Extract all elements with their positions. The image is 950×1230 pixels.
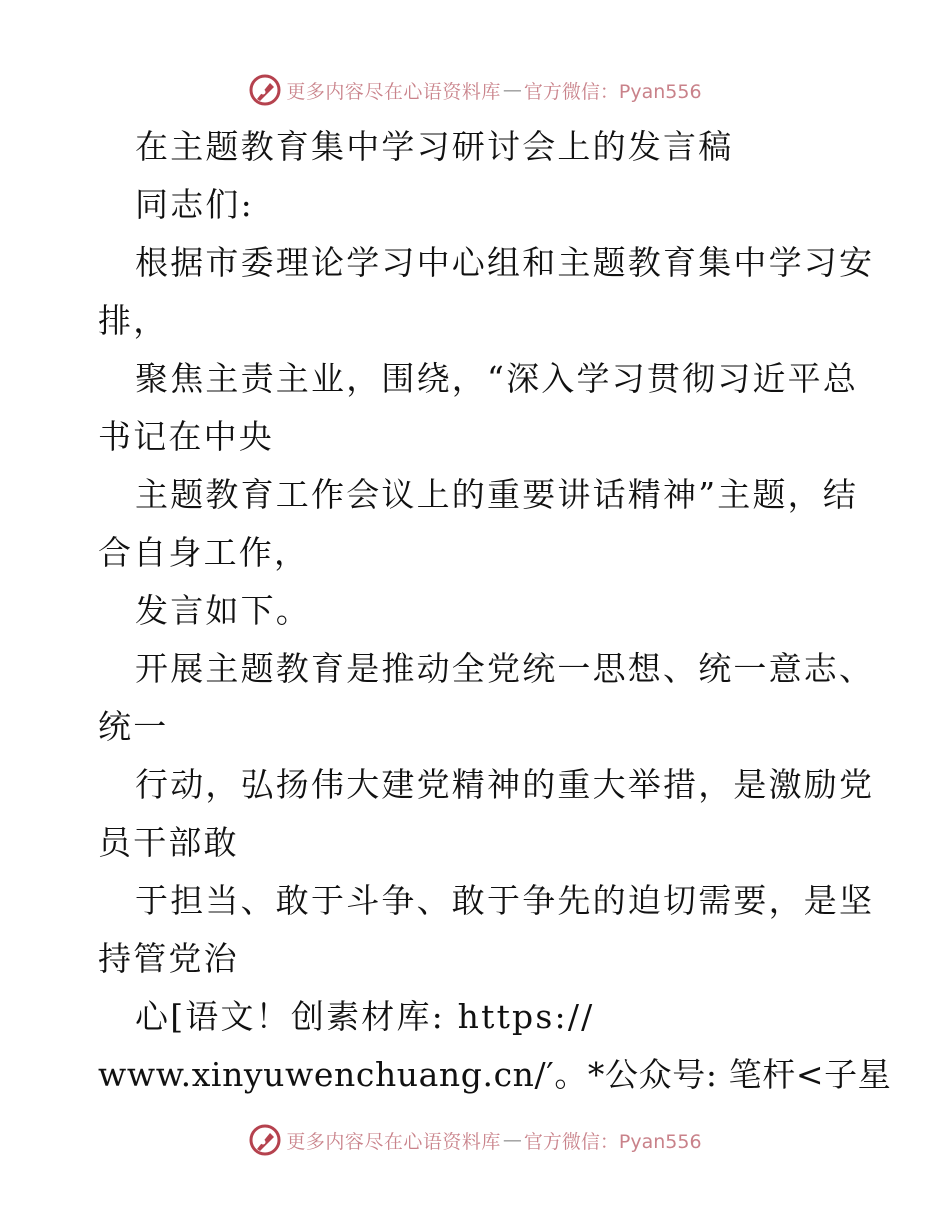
banner-wechat: 官方微信：Pyan556 (523, 1130, 702, 1153)
text-line: 合自身工作， (98, 533, 310, 572)
text-line: 心[语文！创素材库: https:// (135, 997, 595, 1036)
text-line: 发言如下。 (135, 591, 311, 630)
text-line: 聚焦主责主业，围绕，“深入学习贯彻习近平总 (135, 359, 859, 398)
text-line: www.xinyuwenchuang.cn/′。*公众号: 笔杆<子星 (98, 1055, 892, 1094)
banner-text: 更多内容尽在心语资料库 (286, 1130, 501, 1153)
text-line: 统一 (98, 707, 169, 746)
text-line: 根据市委理论学习中心组和主题教育集中学习安 (135, 243, 875, 282)
text-line: 书记在中央 (98, 417, 274, 456)
text-line: 行动，弘扬伟大建党精神的重大举措，是激励党 (135, 765, 875, 804)
pen-nib-logo-icon (248, 1123, 282, 1157)
banner-dash: — (502, 79, 522, 101)
salutation: 同志们: (135, 185, 254, 224)
banner-dash: — (502, 1129, 522, 1151)
text-line: 排， (98, 301, 169, 340)
banner-text: 更多内容尽在心语资料库 (286, 80, 501, 103)
text-line: 持管党治 (98, 939, 239, 978)
text-line: 员干部敢 (98, 823, 239, 862)
document-body (98, 118, 892, 1104)
document-title: 在主题教育集中学习研讨会上的发言稿 (135, 127, 734, 166)
footer-banner (0, 1120, 950, 1160)
pen-nib-logo-icon (248, 73, 282, 107)
banner-wechat: 官方微信：Pyan556 (523, 80, 702, 103)
text-line: 于担当、敢于斗争、敢于争先的迫切需要，是坚 (135, 881, 875, 920)
header-banner (0, 70, 950, 110)
text-line: 主题教育工作会议上的重要讲话精神”主题，结 (135, 475, 859, 514)
text-line: 开展主题教育是推动全党统一思想、统一意志、 (135, 649, 875, 688)
